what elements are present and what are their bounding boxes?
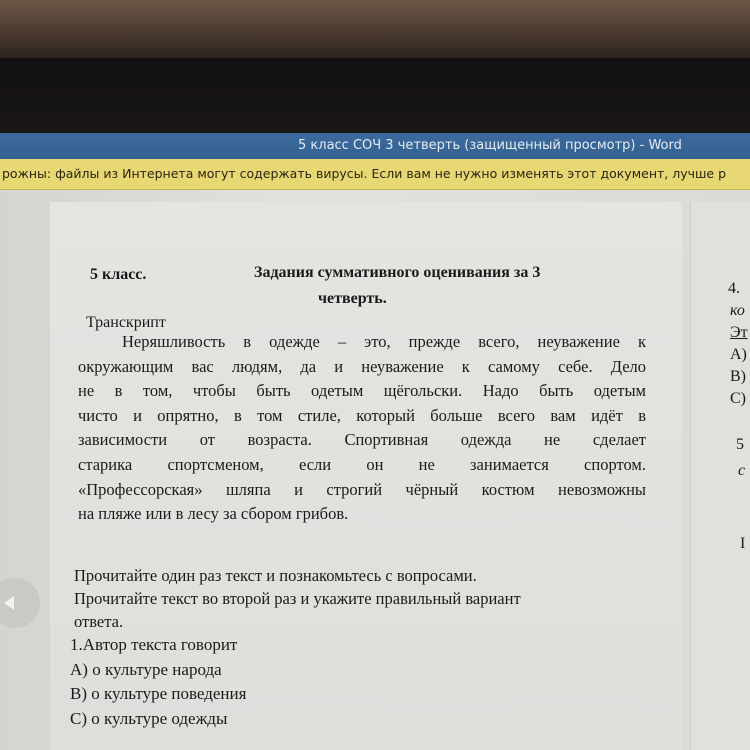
instruction-line: Прочитайте текст во второй раз и укажите правильный вариант (74, 589, 521, 608)
next-page-text: 4. (728, 280, 740, 297)
background-wall (0, 0, 750, 60)
page-title-line2: четверть. (318, 290, 387, 307)
instructions (74, 564, 521, 633)
window-title: 5 класс СОЧ 3 четверть (защищенный просмотр) - Word (298, 138, 682, 153)
answer-option: А) о культуре народа (70, 659, 222, 679)
next-page-text: I (740, 535, 746, 552)
next-page-text: В) (730, 368, 746, 385)
word-title-bar (0, 133, 750, 159)
question-1 (70, 633, 246, 731)
grade-label: 5 класс. (90, 266, 147, 283)
paragraph-line: на пляже или в лесу за сбором грибов. (78, 504, 349, 524)
paragraph-line: Неряшливость в одежде – это, прежде всего, неуважение к (122, 332, 646, 351)
next-page-text: с (738, 462, 746, 479)
answer-option: В) о культуре поведения (70, 684, 247, 703)
next-page-text: Эт (730, 324, 748, 341)
paragraph-line: не в том, чтобы быть одетым щёгольски. Надо быть одетым (78, 381, 646, 401)
paragraph-line: чисто и опрятно, в том стиле, который больше всего вам идёт в (78, 405, 646, 425)
next-page-text: 5 (736, 436, 744, 453)
instruction-line: ответа. (74, 612, 124, 631)
next-page-text: С) (730, 390, 746, 407)
instruction-line: Прочитайте один раз текст и познакомьтесь с вопросами. (74, 566, 477, 585)
question-prompt: 1.Автор текста говорит (70, 635, 238, 654)
protected-view-message: рожны: файлы из Интернета могут содержать вирусы. Если вам не нужно изменять этот документ, лучше р (2, 166, 727, 181)
monitor-bezel (0, 58, 750, 140)
page-title: Задания суммативного оценивания за 3 (254, 264, 541, 281)
paragraph-line: старика спортсменом, если он не занимается спортом. (78, 454, 646, 474)
paragraph-line: зависимости от возраста. Спортивная одежда не сделает (78, 430, 646, 450)
next-page-text: А) (730, 346, 747, 363)
protected-view-bar (0, 159, 750, 190)
paragraph-line: «Профессорская» шляпа и строгий чёрный костюм невозможны (78, 479, 646, 499)
transcript-paragraph (78, 330, 646, 527)
paragraph-line: окружающим вас людям, да и неуважение к самому себе. Дело (78, 356, 646, 376)
answer-option: С) о культуре одежды (70, 708, 228, 728)
next-page-text: ко (730, 302, 745, 319)
transcript-label: Транскрипт (86, 314, 166, 331)
